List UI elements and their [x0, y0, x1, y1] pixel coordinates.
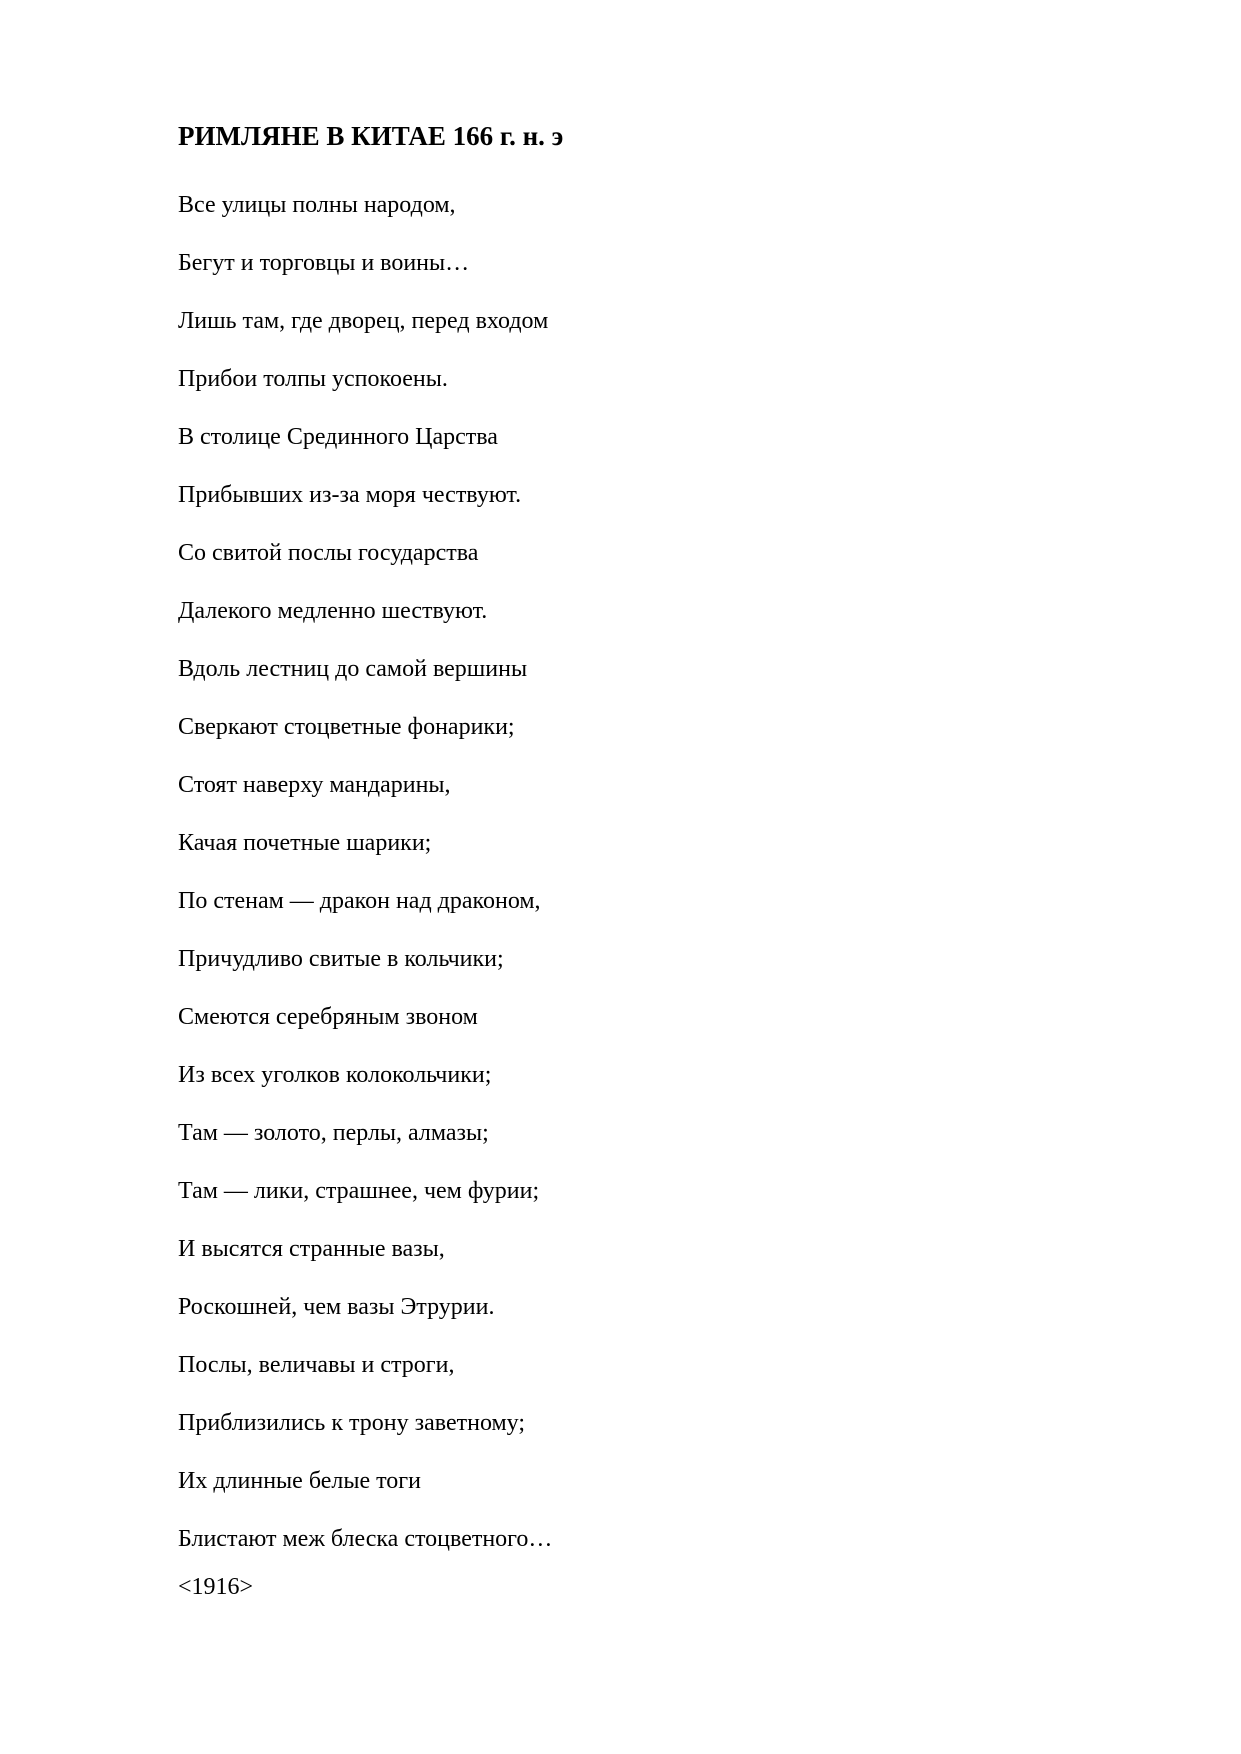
- poem-line: Бегут и торговцы и воины…: [178, 250, 470, 276]
- poem-line: Из всех уголков колокольчики;: [178, 1062, 492, 1088]
- poem-line: Роскошней, чем вазы Этрурии.: [178, 1294, 495, 1320]
- poem-line: Приблизились к трону заветному;: [178, 1410, 526, 1436]
- poem-body: [178, 176, 552, 1568]
- poem-line: Все улицы полны народом,: [178, 192, 456, 218]
- poem-line: Послы, величавы и строги,: [178, 1352, 455, 1378]
- poem-line: Прибывших из-за моря чествуют.: [178, 482, 522, 508]
- poem-line: Лишь там, где дворец, перед входом: [178, 308, 549, 334]
- poem-line: Качая почетные шарики;: [178, 830, 432, 856]
- poem-line: Прибои толпы успокоены.: [178, 366, 448, 392]
- poem-line: Сверкают стоцветные фонарики;: [178, 714, 515, 740]
- poem-title: РИМЛЯНЕ В КИТАЕ 166 г. н. э: [178, 121, 564, 151]
- poem-line: Далекого медленно шествуют.: [178, 598, 488, 624]
- poem-line: Там — золото, перлы, алмазы;: [178, 1120, 489, 1146]
- poem-line: Причудливо свитые в кольчики;: [178, 946, 504, 972]
- poem-line: Там — лики, страшнее, чем фурии;: [178, 1178, 540, 1204]
- poem-date: <1916>: [178, 1574, 254, 1600]
- poem-line: По стенам — дракон над драконом,: [178, 888, 541, 914]
- poem-line: Блистают меж блеска стоцветного…: [178, 1526, 553, 1552]
- poem-line: Смеются серебряным звоном: [178, 1004, 478, 1030]
- poem-line: Со свитой послы государства: [178, 540, 479, 566]
- poem-line: В столице Срединного Царства: [178, 424, 498, 450]
- poem-line: Стоят наверху мандарины,: [178, 772, 451, 798]
- poem-line: Их длинные белые тоги: [178, 1468, 421, 1494]
- poem-line: И высятся странные вазы,: [178, 1236, 445, 1262]
- poem-line: Вдоль лестниц до самой вершины: [178, 656, 528, 682]
